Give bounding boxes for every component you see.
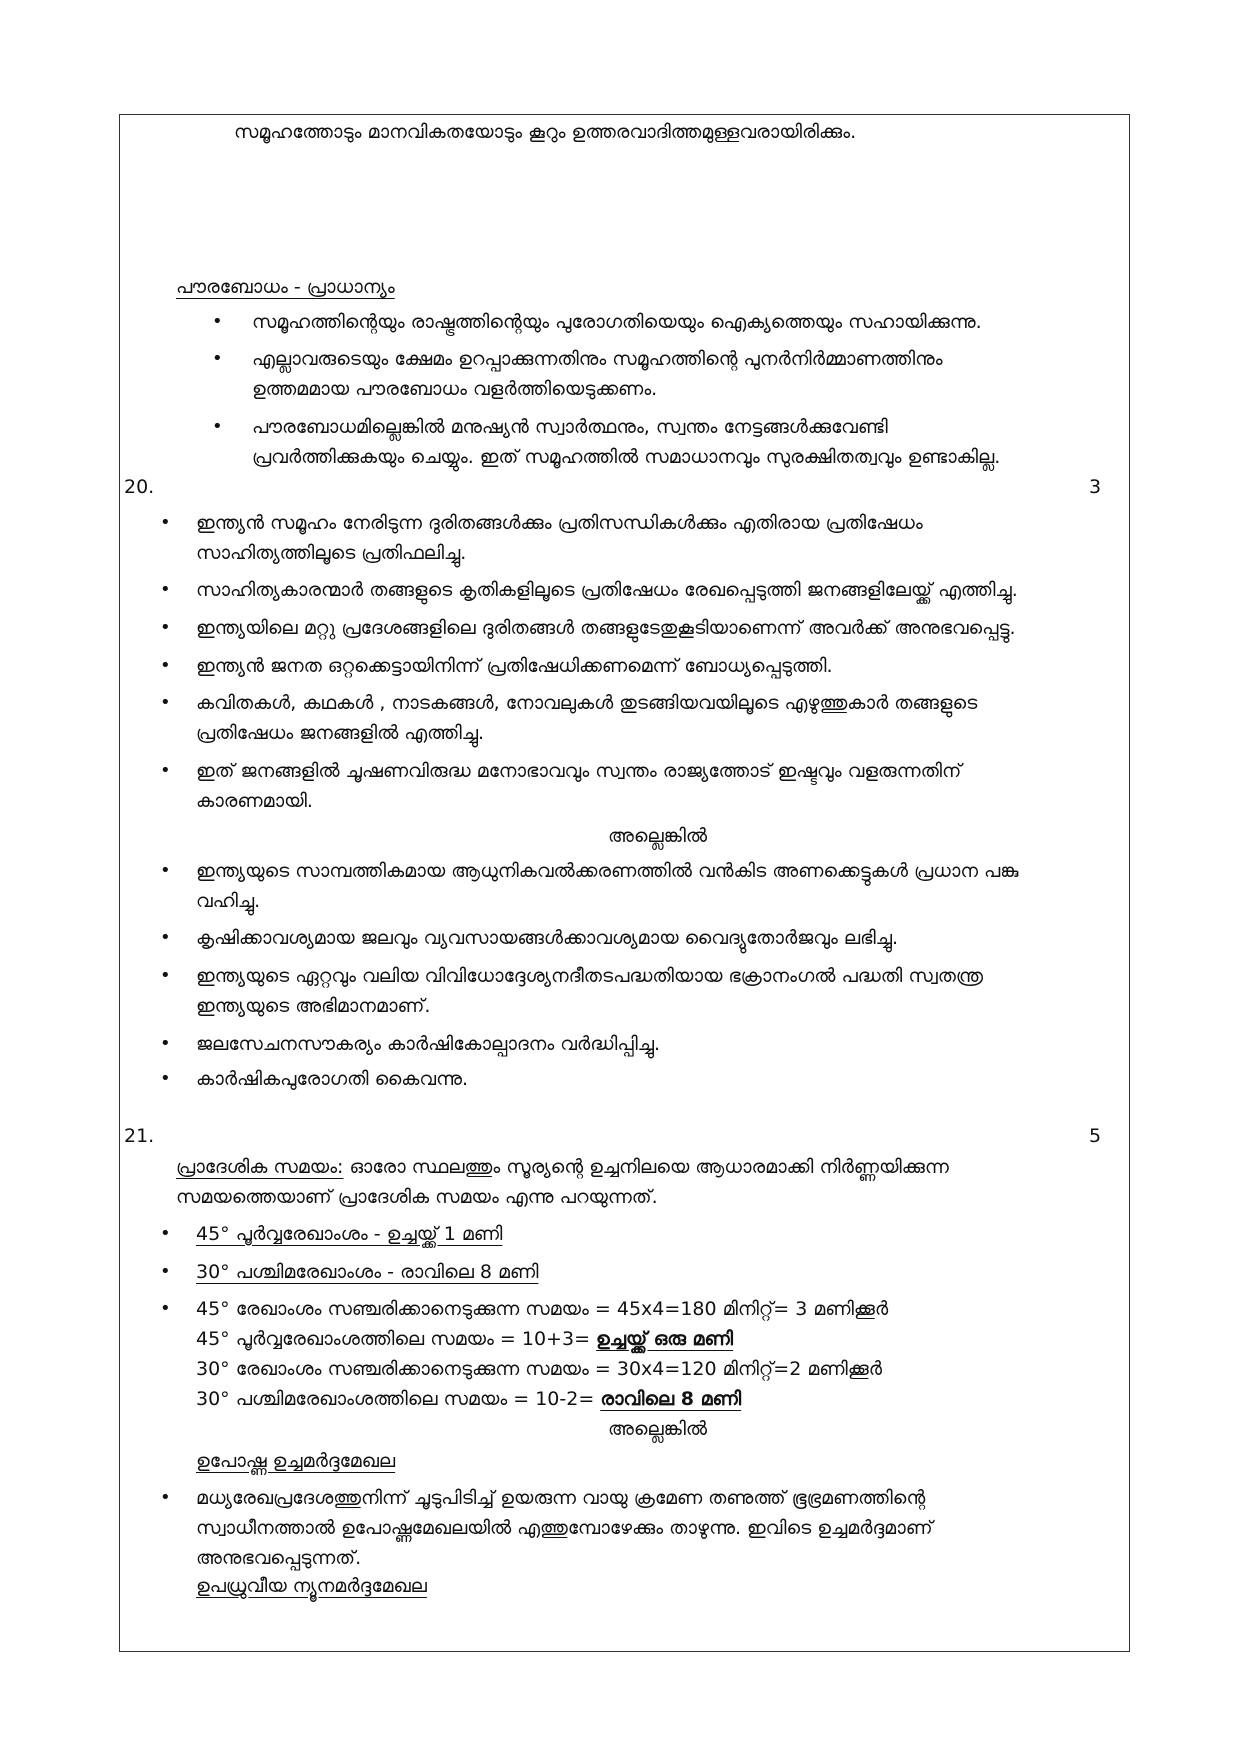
definition-text: ഓരോ സ്ഥലത്തും സൂര്യന്റെ ഉച്ചനിലയെ ആധാരമാക്കി നിർണ്ണയിക്കുന്ന <box>343 1156 949 1178</box>
civic-point-2b: ഉത്തമമായ പൗരബോധം വളർത്തിയെടുക്കണം. <box>252 378 658 400</box>
answer-21-calc-3: 30° രേഖാംശം സഞ്ചരിക്കാനെടുക്കുന്ന സമയം = 30x4=120 മിനിറ്റ്=2 മണിക്കൂർ <box>196 1358 883 1380</box>
answer-21-definition-line-1 <box>176 1152 949 1182</box>
bullet-icon: • <box>212 311 223 332</box>
bullet-icon: • <box>160 1261 171 1282</box>
answer-21-point-1: 45° പൂർവ്വരേഖാംശം - ഉച്ചയ്ക്ക് 1 മണി <box>196 1223 503 1245</box>
answer-20-point-5a: കവിതകൾ, കഥകൾ , നാടകങ്ങൾ, നോവലുകൾ തുടങ്ങിയവയിലൂടെ എഴുത്തുകാർ തങ്ങളുടെ <box>196 692 978 714</box>
bullet-icon: • <box>160 1487 171 1508</box>
bullet-icon: • <box>160 1068 171 1089</box>
civic-heading: പൗരബോധം - പ്രാധാന്യം <box>176 276 395 298</box>
bullet-icon: • <box>160 579 171 600</box>
answer-21-calc-4 <box>196 1384 741 1414</box>
answer-21-heading-1: ഉപോഷ്ണ ഉച്ചമർദ്ദമേഖല <box>196 1450 396 1472</box>
answer-20-point-4: ഇന്ത്യൻ ജനത ഒറ്റക്കെട്ടായിനിന്ന് പ്രതിഷേധിക്കണമെന്ന് ബോധ്യപ്പെടുത്തി. <box>196 655 833 677</box>
bullet-icon: • <box>160 860 171 881</box>
answer-20-point-5b: പ്രതിഷേധം ജനങ്ങളിൽ എത്തിച്ചു. <box>196 722 485 744</box>
marks-20: 3 <box>1089 476 1102 498</box>
answer-21-calc-2 <box>196 1324 733 1354</box>
civic-point-3b: പ്രവർത്തിക്കുകയും ചെയ്യും. ഇത് സമൂഹത്തിൽ സമാധാനവും സുരക്ഷിതത്വവും ഉണ്ടാകില്ല. <box>252 446 1001 468</box>
answer-20-point-3: ഇന്ത്യയിലെ മറ്റു പ്രദേശങ്ങളിലെ ദുരിതങ്ങൾ തങ്ങളുടേതുകൂടിയാണെന്ന് അവർക്ക് അനുഭവപ്പെട്ടു. <box>196 617 1016 639</box>
answer-20-alt-1b: വഹിച്ചു. <box>196 890 261 912</box>
answer-21-desc-1b: സ്വാധീനത്താൽ ഉപോഷ്ണമേഖലയിൽ എത്തുമ്പോഴേക്കും താഴുന്നു. ഇവിടെ ഉച്ചമർദ്ദമാണ് <box>196 1517 933 1539</box>
or-separator-21: അല്ലെങ്കിൽ <box>608 1418 708 1440</box>
or-separator: അല്ലെങ്കിൽ <box>608 825 708 847</box>
answer-21-desc-1c: അനുഭവപ്പെടുന്നത്. <box>196 1547 362 1569</box>
calc-4-text: 30° പശ്ചിമരേഖാംശത്തിലെ സമയം = 10-2= <box>196 1388 601 1410</box>
civic-point-3a: പൗരബോധമില്ലെങ്കിൽ മനുഷ്യൻ സ്വാർത്ഥനും, സ്വന്തം നേട്ടങ്ങൾക്കുവേണ്ടി <box>252 416 888 438</box>
answer-21-calc-1: 45° രേഖാംശം സഞ്ചരിക്കാനെടുക്കുന്ന സമയം = 45x4=180 മിനിറ്റ്= 3 മണിക്കൂർ <box>196 1298 889 1320</box>
answer-21-point-2: 30° പശ്ചിമരേഖാംശം - രാവിലെ 8 മണി <box>196 1261 539 1283</box>
bullet-icon: • <box>160 965 171 986</box>
answer-20-point-6b: കാരണമായി. <box>196 790 313 812</box>
definition-term: പ്രാദേശിക സമയം: <box>176 1156 344 1178</box>
civic-point-2a: എല്ലാവരുടെയും ക്ഷേമം ഉറപ്പാക്കുന്നതിനും സമൂഹത്തിന്റെ പുനർനിർമ്മാണത്തിനും <box>252 348 943 370</box>
answer-20-alt-1a: ഇന്ത്യയുടെ സാമ്പത്തികമായ ആധുനികവൽക്കരണത്തിൽ വൻകിട അണക്കെട്ടുകൾ പ്രധാന പങ്കു <box>196 860 1019 882</box>
answer-20-alt-4: ജലസേചനസൗകര്യം കാർഷികോല്പാദനം വർദ്ധിപ്പിച്ചു. <box>196 1033 661 1055</box>
bullet-icon: • <box>212 416 223 437</box>
bullet-icon: • <box>160 760 171 781</box>
bullet-icon: • <box>160 617 171 638</box>
civic-point-1: സമൂഹത്തിന്റെയും രാഷ്ട്രത്തിന്റെയും പുരോഗതിയെയും ഐക്യത്തെയും സഹായിക്കുന്നു. <box>252 311 982 333</box>
answer-20-point-1b: സാഹിത്യത്തിലൂടെ പ്രതിഫലിച്ചു. <box>196 542 467 564</box>
answer-20-alt-2: കൃഷിക്കാവശ്യമായ ജലവും വ്യവസായങ്ങൾക്കാവശ്യമായ വൈദ്യുതോർജവും ലഭിച്ചു. <box>196 927 899 949</box>
question-number-21: 21. <box>124 1125 155 1147</box>
calc-2-answer: ഉച്ചയ്ക്ക് ഒരു മണി <box>596 1328 734 1350</box>
answer-21-definition-line-2: സമയത്തെയാണ് പ്രാദേശിക സമയം എന്നു പറയുന്നത്. <box>176 1186 658 1208</box>
continuation-text: സമൂഹത്തോടും മാനവികതയോടും കൂറും ഉത്തരവാദിത്തമുള്ളവരായിരിക്കും. <box>234 121 857 143</box>
answer-20-point-2: സാഹിത്യകാരന്മാർ തങ്ങളുടെ കൃതികളിലൂടെ പ്രതിഷേധം രേഖപ്പെടുത്തി ജനങ്ങളിലേയ്ക്ക് എത്തിച്ചു. <box>196 579 1018 601</box>
answer-21-heading-2: ഉപധ്രുവീയ ന്യൂനമർദ്ദമേഖല <box>196 1575 427 1597</box>
bullet-icon: • <box>160 927 171 948</box>
bullet-icon: • <box>160 1298 171 1319</box>
answer-20-alt-5: കാർഷികപുരോഗതി കൈവന്നു. <box>196 1068 468 1090</box>
answer-20-point-1a: ഇന്ത്യൻ സമൂഹം നേരിടുന്ന ദുരിതങ്ങൾക്കും പ്രതിസന്ധികൾക്കും എതിരായ പ്രതിഷേധം <box>196 512 923 534</box>
answer-21-desc-1a: മധ്യരേഖപ്രദേശത്തുനിന്ന് ചൂടുപിടിച്ച് ഉയരുന്ന വായു ക്രമേണ തണുത്ത് ഭൂഭ്രമണത്തിന്റെ <box>196 1487 926 1509</box>
question-number-20: 20. <box>124 476 155 498</box>
bullet-icon: • <box>160 512 171 533</box>
bullet-icon: • <box>160 692 171 713</box>
answer-20-alt-3b: ഇന്ത്യയുടെ അഭിമാനമാണ്. <box>196 995 431 1017</box>
bullet-icon: • <box>160 1223 171 1244</box>
answer-20-alt-3a: ഇന്ത്യയുടെ ഏറ്റവും വലിയ വിവിധോദ്ദേശ്യനദീതടപദ്ധതിയായ ഭക്രാനംഗൽ പദ്ധതി സ്വതന്ത്ര <box>196 965 984 987</box>
bullet-icon: • <box>212 348 223 369</box>
bullet-icon: • <box>160 1033 171 1054</box>
marks-21: 5 <box>1089 1125 1102 1147</box>
bullet-icon: • <box>160 655 171 676</box>
calc-2-text: 45° പൂർവ്വരേഖാംശത്തിലെ സമയം = 10+3= <box>196 1328 597 1350</box>
calc-4-answer: രാവിലെ 8 മണി <box>600 1388 742 1410</box>
answer-20-point-6a: ഇത് ജനങ്ങളിൽ ചൂഷണവിരുദ്ധ മനോഭാവവും സ്വന്തം രാജ്യത്തോട് ഇഷ്ടവും വളരുന്നതിന് <box>196 760 962 782</box>
